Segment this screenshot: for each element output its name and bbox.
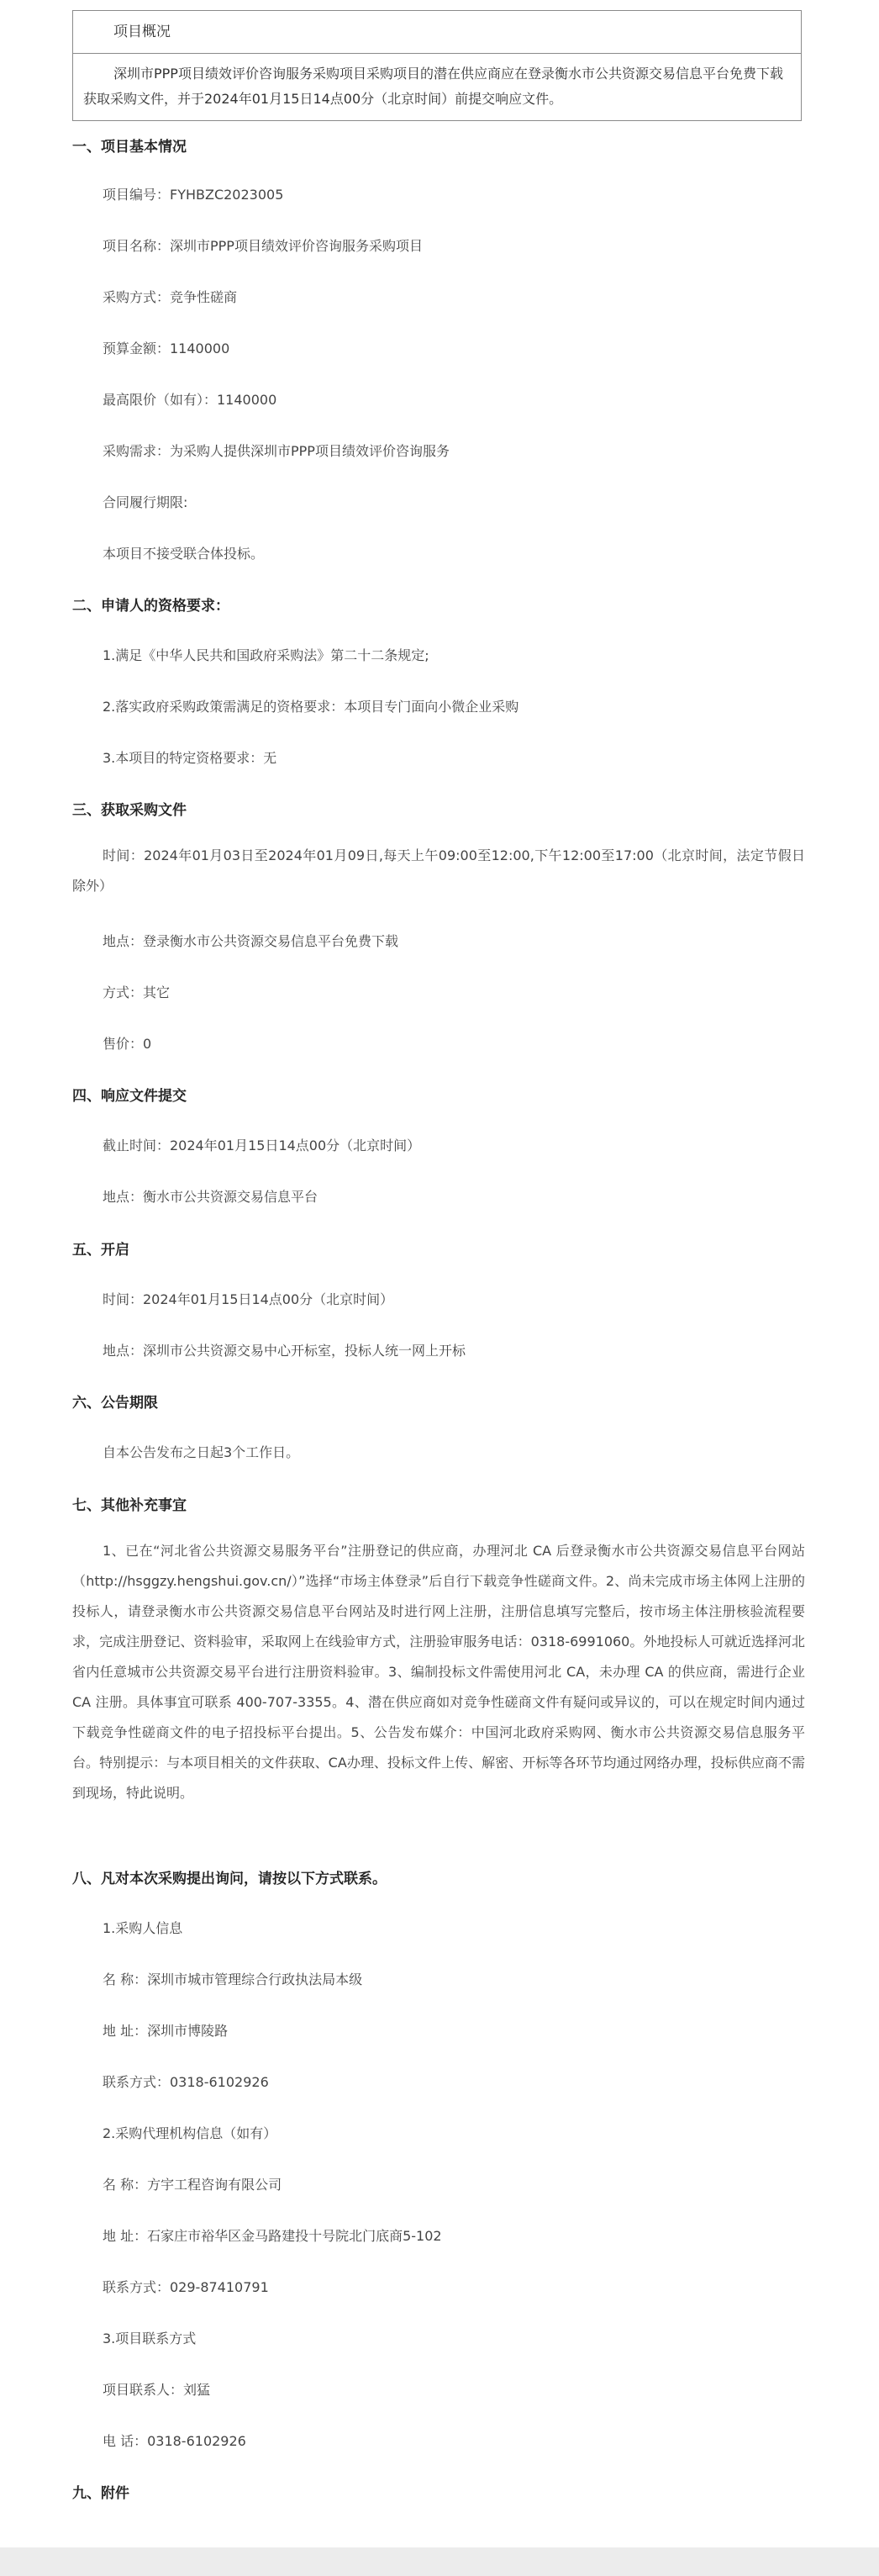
agency-info-title: 2.采购代理机构信息（如有） — [103, 2125, 277, 2141]
no-consortium-note: 本项目不接受联合体投标。 — [103, 546, 265, 562]
project-number: 项目编号：FYHBZC2023005 — [103, 187, 284, 203]
footer-bar — [0, 2547, 879, 2576]
overview-text: 深圳市PPP项目绩效评价咨询服务采购项目采购项目的潜在供应商应在登录衡水市公共资源交易信息平台免费下载获取采购文件，并于2024年01月15日14点00分（北京时间）前提交响应文件。 — [83, 66, 783, 107]
section-heading-opening: 五、开启 — [72, 1242, 129, 1259]
opening-time: 时间：2024年01月15日14点00分（北京时间） — [103, 1291, 394, 1307]
document-price: 售价：0 — [103, 1036, 152, 1052]
section-heading-qualifications: 二、申请人的资格要求： — [72, 598, 229, 615]
obtain-method: 方式：其它 — [103, 984, 171, 1000]
section-heading-submission: 四、响应文件提交 — [72, 1088, 187, 1105]
procurement-requirement: 采购需求：为采购人提供深圳市PPP项目绩效评价咨询服务 — [103, 443, 450, 459]
project-contact-title: 3.项目联系方式 — [103, 2331, 197, 2346]
overview-title: 项目概况 — [113, 24, 171, 40]
obtain-location: 地点：登录衡水市公共资源交易信息平台免费下载 — [103, 933, 399, 949]
project-name: 项目名称：深圳市PPP项目绩效评价咨询服务采购项目 — [103, 238, 423, 254]
announcement-period: 自本公告发布之日起3个工作日。 — [103, 1444, 300, 1460]
purchaser-name: 名 称：深圳市城市管理综合行政执法局本级 — [103, 1972, 363, 1987]
purchaser-address: 地 址：深圳市博陵路 — [103, 2023, 229, 2039]
agency-address: 地 址：石家庄市裕华区金马路建投十号院北门底商5-102 — [103, 2228, 442, 2244]
supplementary-text: 1、已在“河北省公共资源交易服务平台”注册登记的供应商，办理河北 CA 后登录衡水市公共资源交易信息平台网站（http://hsggzy.hengshui.gov.cn/）”选择“市场主体登录”后自行下载竞争性磋商文件。2、尚未完成市场主体网上注册的投标人，请登录衡水市公共资源交易信息平台网站及时进行网上注册，注册信息填写完整后，按市场主体注册核验流程要求，完成注册登记、资料验审，采取网上在线验审方式，注册验审服务电话：0318-6991060。外地投标人可就近选择河北省内任意城市公共资源交易平台进行注册资料验审。3、编制投标文件需使用河北 CA，未办理 CA 的供应商，需进行企业 CA 注册。具体事宜可联系 400-707-3355。4、潜在供应商如对竞争性磋商文件有疑问或异议的，可以在规定时间内通过下载竞争性磋商文件的电子招投标平台提出。5、公告发布媒介：中国河北政府采购网、衡水市公共资源交易信息服务平台。特别提示：与本项目相关的文件获取、CA办理、投标文件上传、解密、开标等各环节均通过网络办理，投标供应商不需到现场，特此说明。 — [72, 1543, 805, 1801]
project-overview-box — [72, 10, 802, 121]
agency-name: 名 称：方宇工程咨询有限公司 — [103, 2177, 282, 2193]
section-heading-attachments: 九、附件 — [72, 2485, 129, 2502]
section-heading-contact: 八、凡对本次采购提出询问，请按以下方式联系。 — [72, 1871, 387, 1887]
section-heading-basic-info: 一、项目基本情况 — [72, 139, 187, 156]
project-contact-phone: 电 话：0318-6102926 — [103, 2433, 246, 2449]
contract-period: 合同履行期限: — [103, 494, 188, 510]
project-contact-person: 项目联系人：刘猛 — [103, 2382, 211, 2398]
budget-amount: 预算金额：1140000 — [103, 340, 230, 356]
obtain-time: 时间：2024年01月03日至2024年01月09日,每天上午09:00至12:00,下午12:00至17:00（北京时间，法定节假日除外） — [72, 847, 805, 894]
opening-location: 地点：深圳市公共资源交易中心开标室，投标人统一网上开标 — [103, 1343, 466, 1359]
qualification-item: 2.落实政府采购政策需满足的资格要求：本项目专门面向小微企业采购 — [103, 699, 519, 715]
agency-phone: 联系方式：029-87410791 — [103, 2279, 269, 2295]
qualification-item: 1.满足《中华人民共和国政府采购法》第二十二条规定; — [103, 647, 429, 663]
submission-location: 地点：衡水市公共资源交易信息平台 — [103, 1189, 318, 1205]
section-heading-obtain-documents: 三、获取采购文件 — [72, 802, 187, 819]
section-heading-supplementary: 七、其他补充事宜 — [72, 1497, 187, 1514]
submission-deadline: 截止时间：2024年01月15日14点00分（北京时间） — [103, 1138, 421, 1153]
purchaser-phone: 联系方式：0318-6102926 — [103, 2074, 269, 2090]
section-heading-announcement-period: 六、公告期限 — [72, 1395, 158, 1412]
overview-divider — [73, 53, 801, 54]
qualification-item: 3.本项目的特定资格要求：无 — [103, 750, 277, 766]
purchaser-info-title: 1.采购人信息 — [103, 1920, 183, 1936]
max-price: 最高限价（如有）：1140000 — [103, 392, 277, 408]
procurement-method: 采购方式：竞争性磋商 — [103, 289, 238, 305]
